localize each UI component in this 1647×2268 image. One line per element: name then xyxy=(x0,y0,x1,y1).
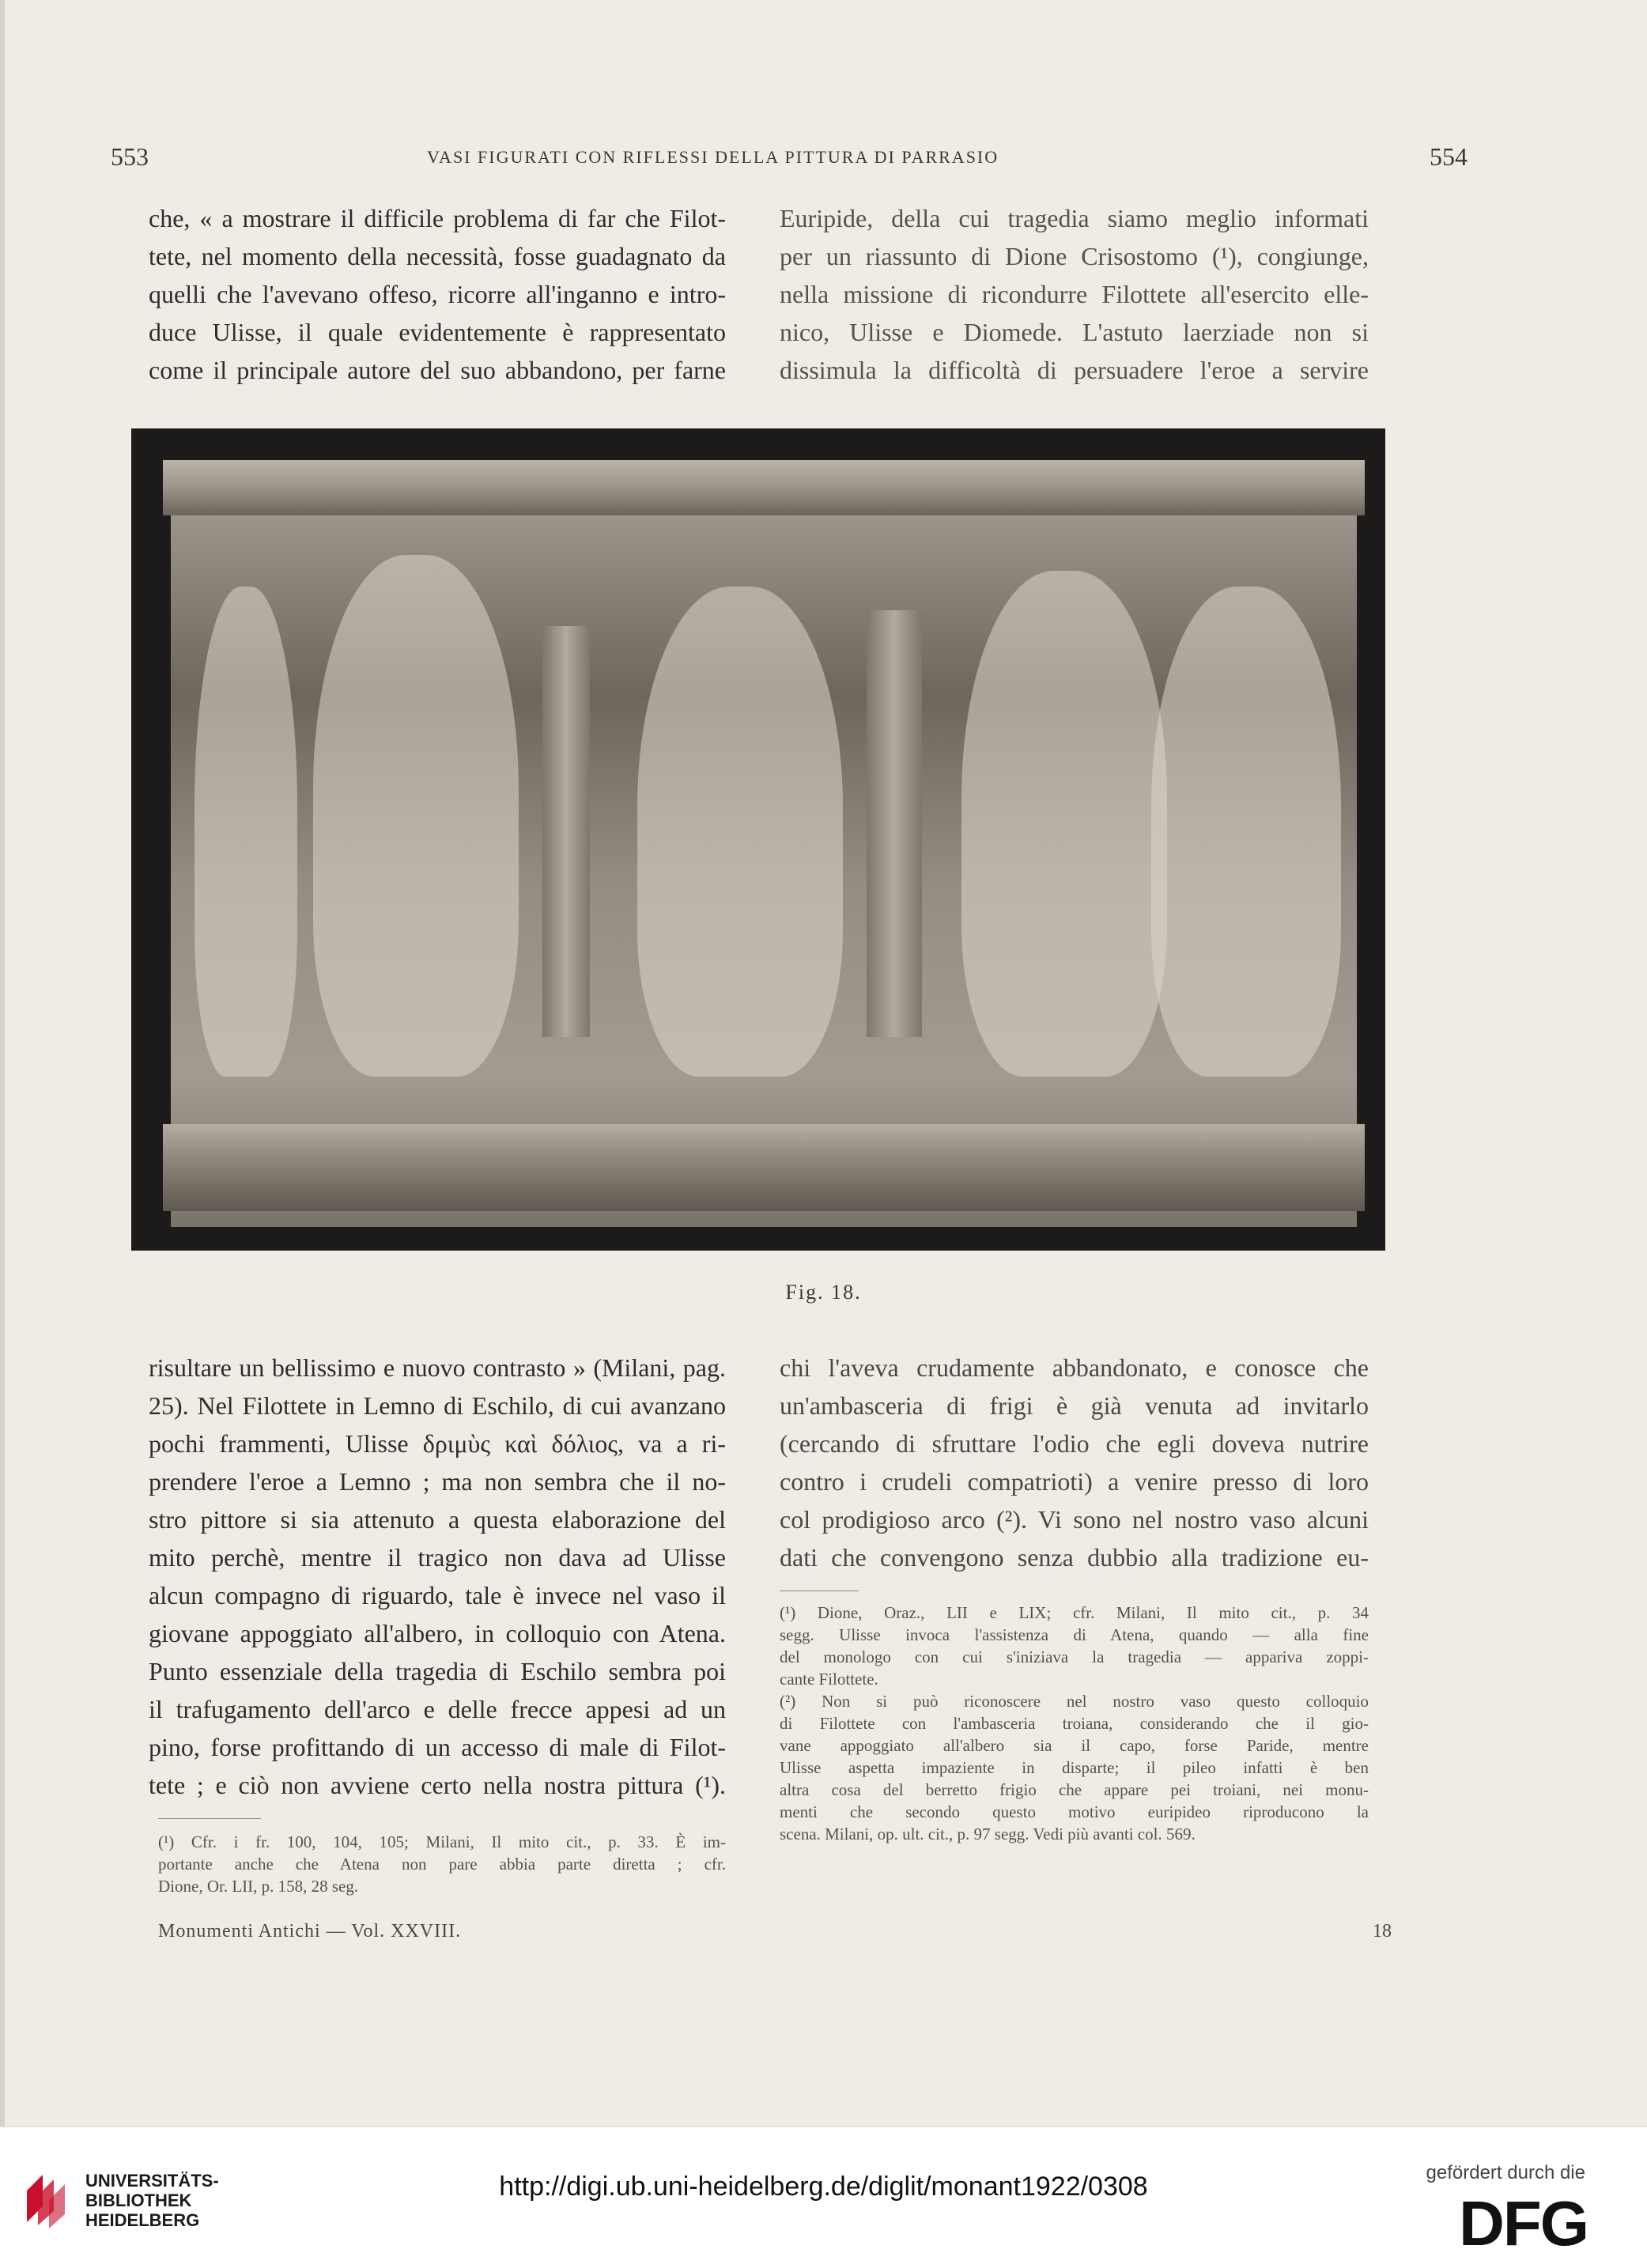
footnote-line: del monologo con cui s'iniziava la tragedia — appariva zoppi- xyxy=(780,1647,1369,1666)
text-line: nella missione di ricondurre Filottete all'esercito elle- xyxy=(780,280,1369,308)
relief-figure xyxy=(1151,587,1341,1077)
text-line: contro i crudeli compatrioti) a venire presso di loro xyxy=(780,1467,1369,1496)
text-line: risultare un bellissimo e nuovo contrasto » (Milani, pag. xyxy=(149,1353,726,1382)
relief-figure xyxy=(195,587,297,1077)
text-line: prendere l'eroe a Lemno ; ma non sembra che il no- xyxy=(149,1467,726,1496)
text-line: dati che convengono senza dubbio alla tradizione eu- xyxy=(780,1543,1369,1572)
running-title: VASI FIGURATI CON RIFLESSI DELLA PITTURA DI PARRASIO xyxy=(427,147,999,167)
footnote-line: (¹) Dione, Oraz., LII e LIX; cfr. Milani, Il mito cit., p. 34 xyxy=(780,1603,1369,1622)
bottom-right-column xyxy=(780,1349,1369,1576)
relief-figure xyxy=(961,571,1167,1077)
text-line: chi l'aveva crudamente abbandonato, e conosce che xyxy=(780,1353,1369,1382)
dfg-logo[interactable]: DFG xyxy=(1459,2188,1588,2259)
footnote-line: cante Filottete. xyxy=(780,1670,878,1689)
text-line: pochi frammenti, Ulisse δριμὺς καὶ δόλιος, va a ri- xyxy=(149,1429,726,1458)
series-title: Monumenti Antichi — Vol. XXVIII. xyxy=(158,1921,462,1942)
running-head xyxy=(111,142,1468,177)
text-line: 25). Nel Filottete in Lemno di Eschilo, di cui avanzano xyxy=(149,1391,726,1420)
text-line: giovane appoggiato all'albero, in colloquio con Atena. xyxy=(149,1619,726,1647)
page-footer xyxy=(158,1921,1392,1953)
text-line: che, « a mostrare il difficile problema di far che Filot- xyxy=(149,204,726,232)
text-line: nico, Ulisse e Diomede. L'astuto laerziade non si xyxy=(780,318,1369,346)
page-number-right: 554 xyxy=(1430,142,1468,171)
library-name-line1: UNIVERSITÄTS- xyxy=(85,2171,219,2191)
relief-base xyxy=(163,1124,1365,1211)
library-name-line2: BIBLIOTHEK xyxy=(85,2191,192,2210)
footnote-line: segg. Ulisse invoca l'assistenza di Atena, quando — alla fine xyxy=(780,1625,1369,1644)
viewer-footer-bar xyxy=(0,2126,1647,2268)
text-line: alcun compagno di riguardo, tale è invece nel vaso il xyxy=(149,1581,726,1609)
text-line: tete ; e ciò non avviene certo nella nostra pittura (¹). xyxy=(149,1771,726,1799)
footnote-line: portante anche che Atena non pare abbia parte diretta ; cfr. xyxy=(158,1855,726,1874)
text-line: per un riassunto di Dione Crisostomo (¹), congiunge, xyxy=(780,242,1369,270)
text-line: pino, forse profittando di un accesso di male di Filot- xyxy=(149,1733,726,1761)
top-left-column xyxy=(149,199,726,389)
relief-tree xyxy=(542,626,590,1037)
footnote-line: (¹) Cfr. i fr. 100, 104, 105; Milani, Il mito cit., p. 33. È im- xyxy=(158,1832,726,1851)
relief-photograph xyxy=(131,428,1385,1251)
footnote-line: Ulisse aspetta impaziente in disparte; il pileo infatti è ben xyxy=(780,1758,1369,1777)
text-line: il trafugamento dell'arco e delle frecce appesi ad un xyxy=(149,1695,726,1723)
top-right-column xyxy=(780,199,1369,389)
funder-label: gefördert durch die xyxy=(1426,2162,1585,2183)
text-line: un'ambasceria di frigi è già venuta ad invitarlo xyxy=(780,1391,1369,1420)
footnote-line: scena. Milani, op. ult. cit., p. 97 segg. Vedi più avanti col. 569. xyxy=(780,1825,1196,1843)
footnote-line: Dione, Or. LII, p. 158, 28 seg. xyxy=(158,1877,359,1896)
footnote-line: vane appoggiato all'albero sia il capo, forse Paride, mentre xyxy=(780,1736,1369,1755)
text-line: mito perchè, mentre il tragico non dava ad Ulisse xyxy=(149,1543,726,1572)
text-line: come il principale autore del suo abbandono, per farne xyxy=(149,356,726,384)
permalink-url[interactable]: http://digi.ub.uni-heidelberg.de/diglit/monant1922/0308 xyxy=(499,2172,1148,2202)
relief-figure xyxy=(637,587,843,1077)
relief-tree xyxy=(867,610,922,1037)
text-line: tete, nel momento della necessità, fosse guadagnato da xyxy=(149,242,726,270)
text-line: stro pittore si sia attenuto a questa elaborazione del xyxy=(149,1505,726,1534)
footnotes-right xyxy=(780,1602,1369,1845)
text-line: dissimula la difficoltà di persuadere l'eroe a servire xyxy=(780,356,1369,384)
figure-caption: Fig. 18. xyxy=(785,1281,862,1304)
library-city: HEIDELBERG xyxy=(85,2210,200,2230)
page-edge xyxy=(0,0,5,2126)
text-line: quelli che l'avevano offeso, ricorre all'inganno e intro- xyxy=(149,280,726,308)
bottom-left-column xyxy=(149,1349,726,1804)
footnotes-left xyxy=(158,1831,726,1897)
relief-cornice xyxy=(163,460,1365,515)
page-number-left: 553 xyxy=(111,142,149,171)
footnote-line: di Filottete con l'ambasceria troiana, considerando che il gio- xyxy=(780,1714,1369,1733)
footnote-line: menti che secondo questo motivo euripideo riproducono la xyxy=(780,1802,1369,1821)
text-line: Euripide, della cui tragedia siamo meglio informati xyxy=(780,204,1369,232)
text-line: duce Ulisse, il quale evidentemente è rappresentato xyxy=(149,318,726,346)
text-line: Punto essenziale della tragedia di Eschilo sembra poi xyxy=(149,1657,726,1685)
relief-figure xyxy=(313,555,519,1077)
signature-mark: 18 xyxy=(1373,1921,1392,1942)
text-line: (cercando di sfruttare l'odio che egli doveva nutrire xyxy=(780,1429,1369,1458)
text-line: col prodigioso arco (²). Vi sono nel nostro vaso alcuni xyxy=(780,1505,1369,1534)
footnote-line: (²) Non si può riconoscere nel nostro vaso questo colloquio xyxy=(780,1692,1369,1711)
footnote-line: altra cosa del berretto frigio che appare pei troiani, nei monu- xyxy=(780,1780,1369,1799)
footnote-rule xyxy=(158,1818,261,1819)
